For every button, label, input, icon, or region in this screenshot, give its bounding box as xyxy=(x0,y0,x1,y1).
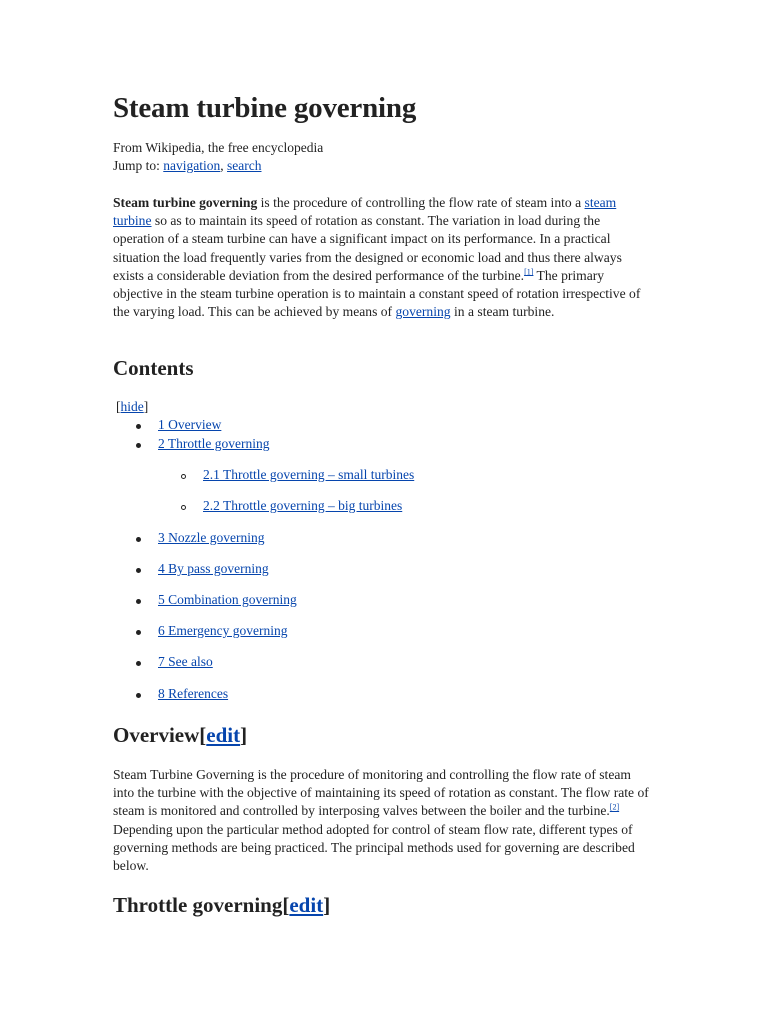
toc-item-overview[interactable]: 1 Overview xyxy=(158,417,222,432)
toc-item-throttle-small[interactable]: 2.1 Throttle governing – small turbines xyxy=(203,467,415,482)
toc-bullet xyxy=(136,661,141,666)
throttle-heading-text: Throttle governing xyxy=(113,893,283,917)
toc-bullet xyxy=(136,568,141,573)
page-title: Steam turbine governing xyxy=(113,92,417,124)
toc-bullet xyxy=(136,537,141,542)
edit-bracket-close: ] xyxy=(240,723,248,747)
toc-item-see-also[interactable]: 7 See also xyxy=(158,654,213,669)
site-subtitle: From Wikipedia, the free encyclopedia xyxy=(113,140,324,155)
toc-item-throttle-big[interactable]: 2.2 Throttle governing – big turbines xyxy=(203,498,403,513)
hide-toc-link[interactable]: hide xyxy=(120,399,144,414)
throttle-governing-heading xyxy=(113,893,330,918)
navigation-link[interactable]: navigation xyxy=(163,158,221,173)
edit-bracket-open: [ xyxy=(282,893,290,917)
toc-sub-bullet xyxy=(181,474,186,479)
jump-comma: , xyxy=(220,158,224,173)
overview-heading-text: Overview xyxy=(113,723,200,747)
jump-to-links xyxy=(113,158,262,174)
overview-edit-link[interactable]: edit xyxy=(206,723,241,747)
jump-to-label: Jump to: xyxy=(113,158,160,173)
toc-toggle xyxy=(116,399,148,415)
toc-item-combination-governing[interactable]: 5 Combination governing xyxy=(158,592,297,607)
edit-bracket-open: [ xyxy=(199,723,207,747)
reference-2-link[interactable]: [2] xyxy=(609,802,620,812)
toc-bracket-close: ] xyxy=(143,399,149,414)
toc-bullet xyxy=(136,599,141,604)
toc-sub-bullet xyxy=(181,505,186,510)
toc-item-throttle-governing[interactable]: 2 Throttle governing xyxy=(158,436,270,451)
intro-text-3: The primary objective in the steam turbine operation is to maintain a constant speed of rotation irrespective of the varying load. This can be achieved by means of xyxy=(113,267,641,320)
intro-text-2: so as to maintain its speed of rotation as constant. The variation in load during the operation of a steam turbine can have a significant impact on its performance. In a practical situation the load frequently varies from the designed or economic load and thus there always exists a considerable deviation from the desired performance of the turbine. xyxy=(113,213,622,283)
toc-bullet xyxy=(136,443,141,448)
intro-text-4: in a steam turbine. xyxy=(450,304,555,320)
edit-bracket-close: ] xyxy=(323,893,331,917)
toc-bullet xyxy=(136,424,141,429)
overview-text-2: Depending upon the particular method adopted for control of steam flow rate, different types of governing methods are being practiced. The principal methods used for governing are described below. xyxy=(113,821,635,874)
overview-heading xyxy=(113,723,247,748)
search-link[interactable]: search xyxy=(227,158,262,173)
toc-bracket-open: [ xyxy=(116,399,121,414)
toc-bullet xyxy=(136,630,141,635)
toc-item-bypass-governing[interactable]: 4 By pass governing xyxy=(158,561,269,576)
toc-item-references[interactable]: 8 References xyxy=(158,686,229,701)
intro-bold-term: Steam turbine governing xyxy=(113,195,258,210)
contents-heading: Contents xyxy=(113,356,194,380)
toc-item-nozzle-governing[interactable]: 3 Nozzle governing xyxy=(158,530,265,545)
steam-turbine-link[interactable]: steam turbine xyxy=(113,195,617,229)
governing-link[interactable]: governing xyxy=(395,304,451,320)
overview-paragraph xyxy=(113,766,653,875)
overview-text-1: Steam Turbine Governing is the procedure of monitoring and controlling the flow rate of steam into the turbine with the objective of maintaining its speed of rotation as constant. The flow rate of steam is monitored and controlled by interposing valves between the boiler and the turbine. xyxy=(113,767,649,819)
intro-text-1: is the procedure of controlling the flow rate of steam into a xyxy=(257,195,585,210)
toc-item-emergency-governing[interactable]: 6 Emergency governing xyxy=(158,623,288,638)
intro-paragraph xyxy=(113,194,653,321)
toc-bullet xyxy=(136,693,141,698)
throttle-edit-link[interactable]: edit xyxy=(289,893,324,917)
reference-1-link[interactable]: [1] xyxy=(524,267,534,277)
